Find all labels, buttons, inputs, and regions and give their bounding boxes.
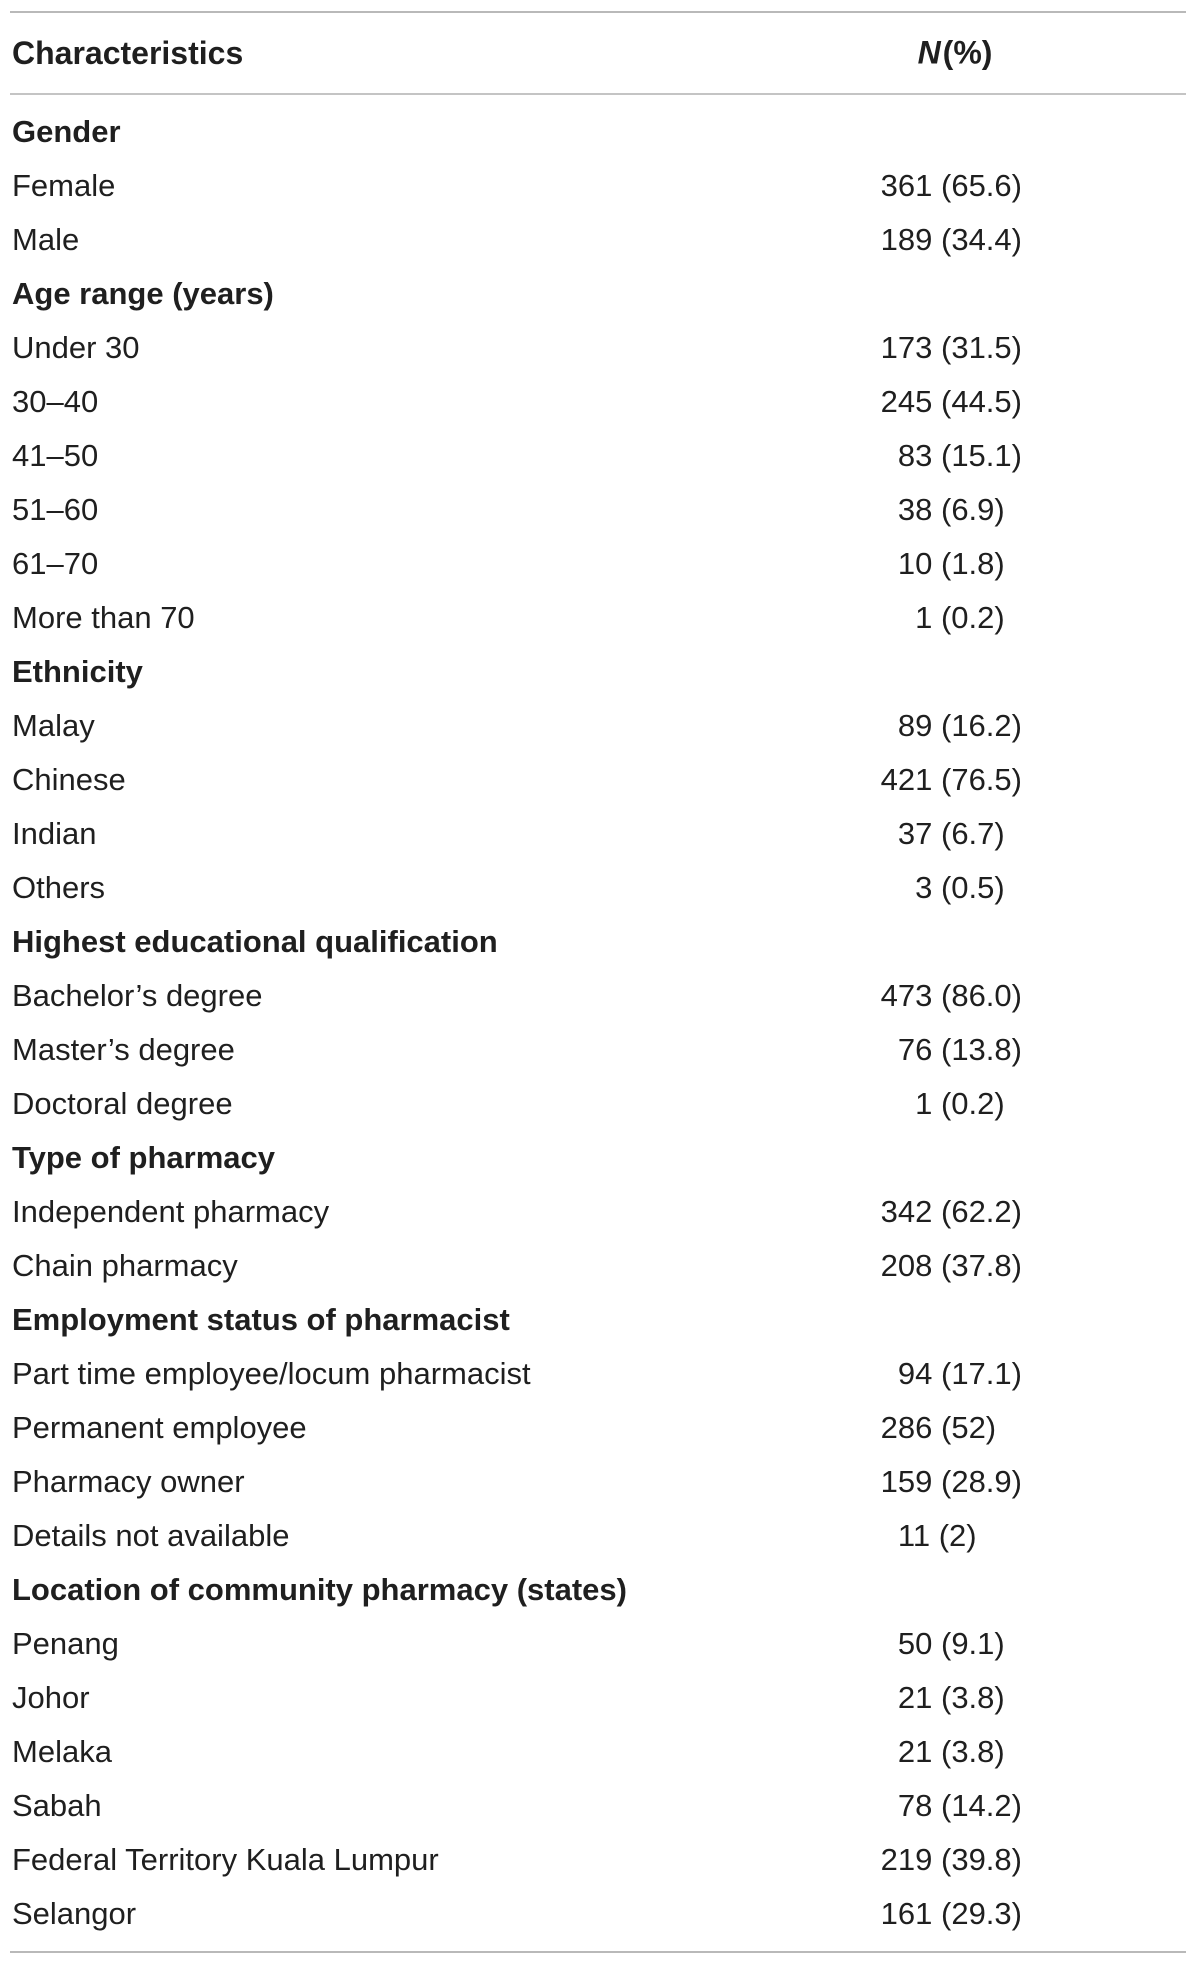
row-value-cell — [791, 1779, 1186, 1833]
row-label: Part time employee/locum pharmacist — [12, 1356, 531, 1391]
row-value-cell — [791, 915, 1186, 969]
row-value: 173 (31.5) — [880, 330, 1022, 365]
row-label: Independent pharmacy — [12, 1194, 330, 1229]
row-value-cell — [791, 375, 1186, 429]
table-row — [10, 159, 1186, 213]
table-row — [10, 1725, 1186, 1779]
row-value-cell — [791, 753, 1186, 807]
row-value: 89 (16.2) — [880, 708, 1022, 743]
row-label: 61–70 — [12, 546, 99, 581]
table-header: Characteristics N (%) — [12, 34, 993, 71]
table-row — [10, 537, 1186, 591]
row-value: 286 (52) — [880, 1410, 997, 1445]
row-label: Selangor — [12, 1896, 137, 1931]
row-value: 10 (1.8) — [880, 546, 1005, 581]
row-value-cell — [791, 321, 1186, 375]
category-row — [10, 105, 1186, 159]
table-row — [10, 213, 1186, 267]
row-label: Pharmacy owner — [12, 1464, 245, 1499]
table-body — [10, 95, 1186, 1941]
table-row — [10, 1887, 1186, 1941]
table-row — [10, 1779, 1186, 1833]
row-value: 219 (39.8) — [880, 1842, 1022, 1877]
table-row — [10, 1833, 1186, 1887]
row-value-cell — [791, 1833, 1186, 1887]
row-value-cell — [791, 1563, 1186, 1617]
row-value-cell — [791, 1293, 1186, 1347]
table-row — [10, 1617, 1186, 1671]
table-row — [10, 1239, 1186, 1293]
table-row — [10, 483, 1186, 537]
row-value-cell — [791, 1077, 1186, 1131]
category-label: Gender — [12, 114, 121, 149]
row-value-cell — [791, 267, 1186, 321]
row-value-cell — [791, 645, 1186, 699]
row-value-cell — [791, 1347, 1186, 1401]
row-value: 50 (9.1) — [880, 1626, 1005, 1661]
row-value: 94 (17.1) — [880, 1356, 1022, 1391]
row-value-cell — [791, 1671, 1186, 1725]
row-value: 1 (0.2) — [880, 1086, 1005, 1121]
row-label: Johor — [12, 1680, 90, 1715]
row-label: Bachelor’s degree — [12, 978, 263, 1013]
category-row — [10, 1131, 1186, 1185]
table-row — [10, 699, 1186, 753]
table-row — [10, 1077, 1186, 1131]
category-label: Employment status of pharmacist — [12, 1302, 510, 1337]
row-value: 76 (13.8) — [880, 1032, 1022, 1067]
row-label: Permanent employee — [12, 1410, 307, 1445]
row-value: 38 (6.9) — [880, 492, 1005, 527]
row-value: 21 (3.8) — [880, 1680, 1005, 1715]
row-value: 37 (6.7) — [880, 816, 1005, 851]
demographics-table — [10, 11, 1186, 1953]
category-row — [10, 267, 1186, 321]
row-value-cell — [791, 537, 1186, 591]
row-value-cell — [791, 483, 1186, 537]
row-label: Doctoral degree — [12, 1086, 233, 1121]
row-value-cell — [791, 159, 1186, 213]
row-label: Federal Territory Kuala Lumpur — [12, 1842, 439, 1877]
row-value: 11 (2) — [880, 1518, 977, 1553]
row-label: 41–50 — [12, 438, 99, 473]
row-label: Master’s degree — [12, 1032, 235, 1067]
row-value-cell — [791, 1023, 1186, 1077]
table-row — [10, 861, 1186, 915]
row-value-cell — [791, 1887, 1186, 1941]
table-row — [10, 375, 1186, 429]
row-value-cell — [791, 1185, 1186, 1239]
row-value: 83 (15.1) — [880, 438, 1022, 473]
table-row — [10, 753, 1186, 807]
row-label: Details not available — [12, 1518, 290, 1553]
row-value-cell — [791, 1455, 1186, 1509]
row-value: 245 (44.5) — [880, 384, 1022, 419]
row-value-cell — [791, 1401, 1186, 1455]
row-label: Malay — [12, 708, 95, 743]
row-value: 189 (34.4) — [880, 222, 1022, 257]
row-value-cell — [791, 105, 1186, 159]
category-row — [10, 1563, 1186, 1617]
row-label: Chain pharmacy — [12, 1248, 238, 1283]
category-label: Location of community pharmacy (states) — [12, 1572, 627, 1607]
row-value-cell — [791, 1617, 1186, 1671]
row-label: 51–60 — [12, 492, 99, 527]
row-value: 421 (76.5) — [880, 762, 1022, 797]
table-row — [10, 591, 1186, 645]
category-row — [10, 915, 1186, 969]
row-value: 161 (29.3) — [880, 1896, 1022, 1931]
table-row — [10, 1185, 1186, 1239]
category-label: Type of pharmacy — [12, 1140, 276, 1175]
row-label: Male — [12, 222, 80, 257]
row-label: Sabah — [12, 1788, 102, 1823]
row-label: Melaka — [12, 1734, 112, 1769]
row-value: 473 (86.0) — [880, 978, 1022, 1013]
row-value: 3 (0.5) — [880, 870, 1005, 905]
table-row — [10, 807, 1186, 861]
row-value-cell — [791, 1131, 1186, 1185]
table-row — [10, 321, 1186, 375]
row-label: 30–40 — [12, 384, 99, 419]
row-label: Chinese — [12, 762, 126, 797]
row-value-cell — [791, 1725, 1186, 1779]
row-value: 78 (14.2) — [880, 1788, 1022, 1823]
table-row — [10, 429, 1186, 483]
row-value-cell — [791, 591, 1186, 645]
category-label: Ethnicity — [12, 654, 143, 689]
row-value-cell — [791, 807, 1186, 861]
table-row — [10, 1023, 1186, 1077]
table-row — [10, 1509, 1186, 1563]
row-label: Penang — [12, 1626, 119, 1661]
row-value-cell — [791, 1509, 1186, 1563]
category-row — [10, 645, 1186, 699]
row-label: Under 30 — [12, 330, 140, 365]
row-value: 342 (62.2) — [880, 1194, 1022, 1229]
row-label: More than 70 — [12, 600, 195, 635]
row-label: Indian — [12, 816, 97, 851]
row-value: 1 (0.2) — [880, 600, 1005, 635]
row-value-cell — [791, 969, 1186, 1023]
row-label: Female — [12, 168, 116, 203]
row-value: 159 (28.9) — [880, 1464, 1022, 1499]
row-value-cell — [791, 699, 1186, 753]
row-value-cell — [791, 861, 1186, 915]
category-label: Age range (years) — [12, 276, 274, 311]
row-label: Others — [12, 870, 106, 905]
row-value: 21 (3.8) — [880, 1734, 1005, 1769]
row-value-cell — [791, 213, 1186, 267]
table-bottom-rule — [10, 1951, 1186, 1953]
header-characteristics: Characteristics — [12, 34, 244, 71]
table-row — [10, 1671, 1186, 1725]
table-row — [10, 1455, 1186, 1509]
row-value-cell — [791, 1239, 1186, 1293]
table-row — [10, 1347, 1186, 1401]
table-row — [10, 1401, 1186, 1455]
row-value: 361 (65.6) — [880, 168, 1022, 203]
category-label: Highest educational qualification — [12, 924, 498, 959]
row-value-cell — [791, 429, 1186, 483]
category-row — [10, 1293, 1186, 1347]
table-row — [10, 969, 1186, 1023]
row-value: 208 (37.8) — [880, 1248, 1022, 1283]
